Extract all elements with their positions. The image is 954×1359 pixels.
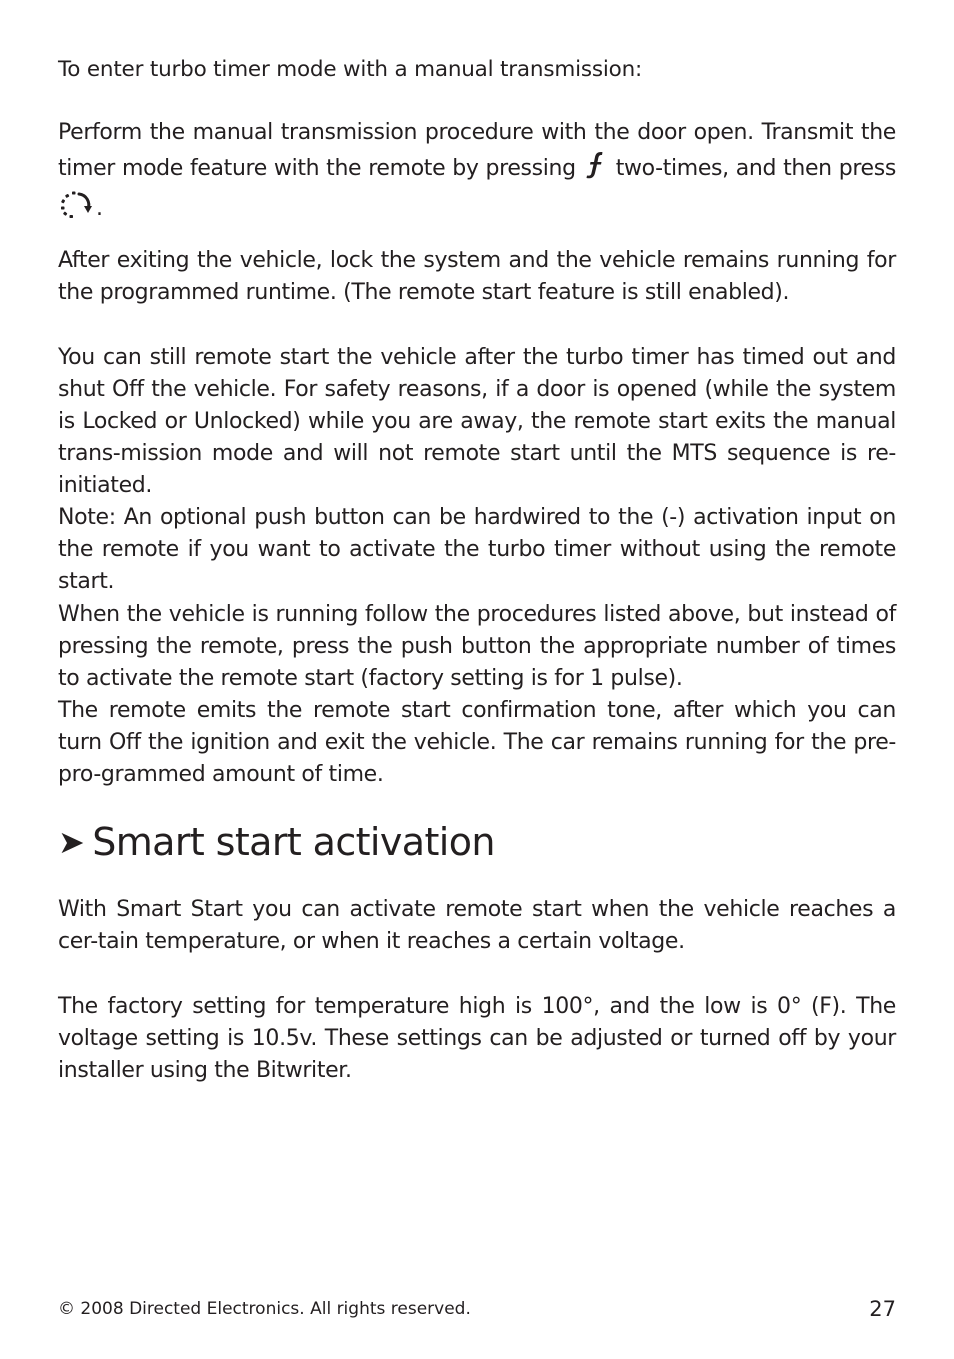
note-label: Note bbox=[58, 505, 109, 530]
paragraph-text: two-times, and then press bbox=[615, 156, 896, 182]
paragraph-confirmation-tone: The remote emits the remote start confirmation tone, after which you can turn Off the ignition and exit the vehicle. The car remains running for the pre-pro-grammed amount of time. bbox=[58, 698, 896, 788]
f-function-icon bbox=[583, 149, 609, 189]
remote-start-icon bbox=[58, 189, 96, 229]
paragraph-push-button: When the vehicle is running follow the procedures listed above, but instead of pressing the remote, press the push button the appropriate number of times to activate the remote start (factory setting is for 1 pulse). bbox=[58, 602, 896, 692]
paragraph-text: timer mode feature with the remote by pressing bbox=[58, 156, 576, 182]
paragraph-note bbox=[58, 502, 896, 598]
page-number: 27 bbox=[869, 1297, 896, 1321]
paragraph-line bbox=[58, 149, 896, 189]
paragraph-text: . bbox=[96, 196, 103, 222]
paragraph-turbo-procedure bbox=[58, 117, 896, 229]
paragraph-remote-start-after-timer: You can still remote start the vehicle after the turbo timer has timed out and shut Off the vehicle. For safety reasons, if a door is opened (while the system is Locked or Unlocked) while you are away, the remote start exits the manual trans-mission mode and will not remote start until the MTS sequence is re-initiated. bbox=[58, 345, 896, 499]
page-footer bbox=[58, 1294, 896, 1324]
section-title: Smart start activation bbox=[92, 820, 495, 864]
paragraph-exit-vehicle: After exiting the vehicle, lock the system and the vehicle remains running for the programmed runtime. (The remote start feature is still enabled). bbox=[58, 248, 896, 306]
paragraph-line bbox=[58, 189, 896, 229]
arrow-bullet-icon: ➤ bbox=[58, 823, 85, 861]
subheading: To enter turbo timer mode with a manual transmission: bbox=[58, 57, 643, 82]
paragraph-factory-settings: The factory setting for temperature high is 100°, and the low is 0° (F). The voltage setting is 10.5v. These settings can be adjusted or turned off by your installer using the Bitwriter. bbox=[58, 994, 896, 1084]
note-text: : An optional push button can be hardwired to the (-) activation input on the remote if you want to activate the turbo timer without using the remote start. bbox=[58, 505, 896, 595]
paragraph-smart-start-intro: With Smart Start you can activate remote start when the vehicle reaches a cer-tain temperature, or when it reaches a certain voltage. bbox=[58, 897, 896, 955]
section-heading bbox=[58, 818, 495, 866]
paragraph-line: Perform the manual transmission procedure with the door open. Transmit the bbox=[58, 120, 896, 145]
copyright-text: © 2008 Directed Electronics. All rights reserved. bbox=[58, 1299, 471, 1319]
